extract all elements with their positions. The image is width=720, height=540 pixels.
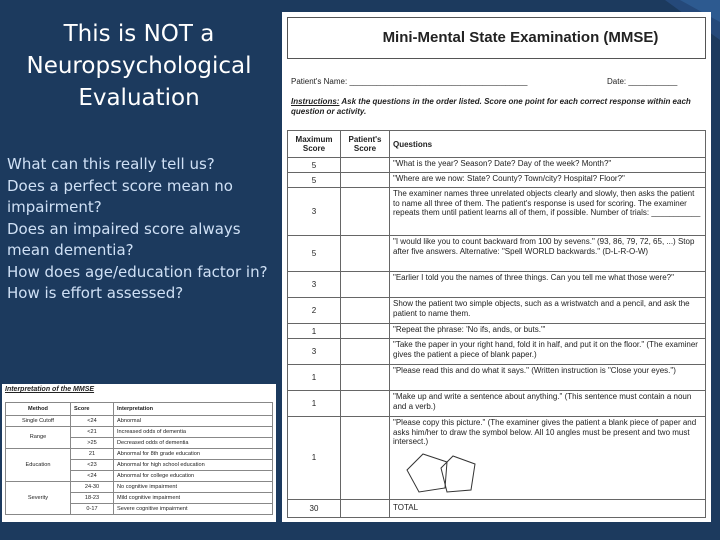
interpretation-table bbox=[5, 402, 273, 515]
score-cell: <24 bbox=[71, 471, 114, 482]
table-row bbox=[288, 298, 706, 324]
interpretation-cell: Mild cognitive impairment bbox=[114, 493, 273, 504]
question-text: "Earlier I told you the names of three things. Can you tell me what those were?" bbox=[390, 272, 706, 298]
total-label: TOTAL bbox=[390, 499, 706, 517]
table-row bbox=[288, 188, 706, 236]
max-score: 1 bbox=[288, 391, 341, 417]
max-score-header: Maximum Score bbox=[288, 131, 341, 158]
question-text: "Where are we now: State? County? Town/city? Hospital? Floor?" bbox=[390, 173, 706, 188]
table-row bbox=[6, 482, 273, 493]
method-cell: Severity bbox=[6, 482, 71, 515]
question-item: Does a perfect score mean no impairment? bbox=[7, 176, 233, 216]
question-text: "I would like you to count backward from 100 by sevens." (93, 86, 79, 72, 65, ...) Stop after five answers. Alternative: "Spell WORLD backwards." (D-L-R-O-W) bbox=[390, 236, 706, 272]
interpretation-cell: Decreased odds of dementia bbox=[114, 438, 273, 449]
method-cell: Single Cutoff bbox=[6, 416, 71, 427]
discussion-questions bbox=[7, 154, 275, 305]
table-row bbox=[288, 158, 706, 173]
date-field: Date: ___________ bbox=[607, 77, 678, 86]
question-text: The examiner names three unrelated objects clearly and slowly, then asks the patient to name all three of them. The patient's response is used for scoring. The examiner repeats them until patient learns all of them, if possible. Number of trials: ___________ bbox=[390, 188, 706, 236]
table-row bbox=[288, 339, 706, 365]
table-header-row bbox=[288, 131, 706, 158]
slide-title: This is NOT a Neuropsychological Evaluation bbox=[26, 21, 252, 111]
patient-score-header: Patient's Score bbox=[341, 131, 390, 158]
question-text: "Please read this and do what it says." (Written instruction is "Close your eyes.") bbox=[390, 365, 706, 391]
method-header: Method bbox=[6, 403, 71, 416]
questions-header: Questions bbox=[390, 131, 706, 158]
score-cell: <24 bbox=[71, 416, 114, 427]
interpretation-cell: Abnormal for college education bbox=[114, 471, 273, 482]
mmse-instructions: Instructions: Ask the questions in the order listed. Score one point for each correct response within each question or activity. bbox=[291, 97, 691, 116]
question-item: Does an impaired score always mean dementia? bbox=[7, 219, 241, 259]
table-row bbox=[6, 449, 273, 460]
max-score: 2 bbox=[288, 298, 341, 324]
score-cell: >25 bbox=[71, 438, 114, 449]
question-text: "Repeat the phrase: 'No ifs, ands, or buts.'" bbox=[390, 324, 706, 339]
question-text bbox=[390, 417, 706, 500]
score-cell: 24-30 bbox=[71, 482, 114, 493]
score-cell: <23 bbox=[71, 460, 114, 471]
method-cell: Range bbox=[6, 427, 71, 449]
question-text: "Make up and write a sentence about anything." (This sentence must contain a noun and a verb.) bbox=[390, 391, 706, 417]
interpretation-title: Interpretation of the MMSE bbox=[5, 386, 95, 393]
interpretation-cell: Abnormal for 8th grade education bbox=[114, 449, 273, 460]
score-cell: <21 bbox=[71, 427, 114, 438]
interpretation-table-image bbox=[2, 384, 276, 522]
table-row bbox=[288, 236, 706, 272]
max-score: 1 bbox=[288, 365, 341, 391]
intersecting-pentagons-figure bbox=[401, 450, 511, 498]
max-score: 5 bbox=[288, 236, 341, 272]
table-row bbox=[288, 417, 706, 500]
score-header: Score bbox=[71, 403, 114, 416]
total-max-score: 30 bbox=[288, 499, 341, 517]
copy-instruction: "Please copy this picture." (The examiner gives the patient a blank piece of paper and asks him/her to draw the symbol below. All 10 angles must be present and two must intersect.) bbox=[393, 418, 697, 446]
interpretation-cell: Abnormal bbox=[114, 416, 273, 427]
total-row bbox=[288, 499, 706, 517]
max-score: 1 bbox=[288, 417, 341, 500]
question-item: How does age/education factor in? bbox=[7, 262, 268, 281]
max-score: 3 bbox=[288, 339, 341, 365]
max-score: 5 bbox=[288, 158, 341, 173]
score-cell: 21 bbox=[71, 449, 114, 460]
score-cell: 0-17 bbox=[71, 504, 114, 515]
score-cell: 18-23 bbox=[71, 493, 114, 504]
interpretation-cell: Severe cognitive impairment bbox=[114, 504, 273, 515]
table-row bbox=[6, 427, 273, 438]
method-cell: Education bbox=[6, 449, 71, 482]
interpretation-cell: Increased odds of dementia bbox=[114, 427, 273, 438]
question-text: "What is the year? Season? Date? Day of the week? Month?" bbox=[390, 158, 706, 173]
table-row bbox=[6, 416, 273, 427]
question-item: What can this really tell us? bbox=[7, 155, 215, 173]
patient-name-field: Patient's Name: ________________________________________ bbox=[291, 77, 528, 86]
mmse-table bbox=[287, 130, 706, 518]
interpretation-cell: Abnormal for high school education bbox=[114, 460, 273, 471]
question-text: "Take the paper in your right hand, fold it in half, and put it on the floor." (The examiner gives the patient a piece of blank paper.) bbox=[390, 339, 706, 365]
table-row bbox=[288, 391, 706, 417]
max-score: 3 bbox=[288, 272, 341, 298]
mmse-form-image bbox=[282, 12, 711, 522]
mmse-title: Mini-Mental State Examination (MMSE) bbox=[287, 17, 706, 59]
max-score: 1 bbox=[288, 324, 341, 339]
table-row bbox=[288, 173, 706, 188]
max-score: 5 bbox=[288, 173, 341, 188]
table-header-row bbox=[6, 403, 273, 416]
interpretation-cell: No cognitive impairment bbox=[114, 482, 273, 493]
max-score: 3 bbox=[288, 188, 341, 236]
question-item: How is effort assessed? bbox=[7, 284, 184, 302]
interpretation-header: Interpretation bbox=[114, 403, 273, 416]
table-row bbox=[288, 324, 706, 339]
question-text: Show the patient two simple objects, such as a wristwatch and a pencil, and ask the patient to name them. bbox=[390, 298, 706, 324]
table-row bbox=[288, 365, 706, 391]
table-row bbox=[288, 272, 706, 298]
